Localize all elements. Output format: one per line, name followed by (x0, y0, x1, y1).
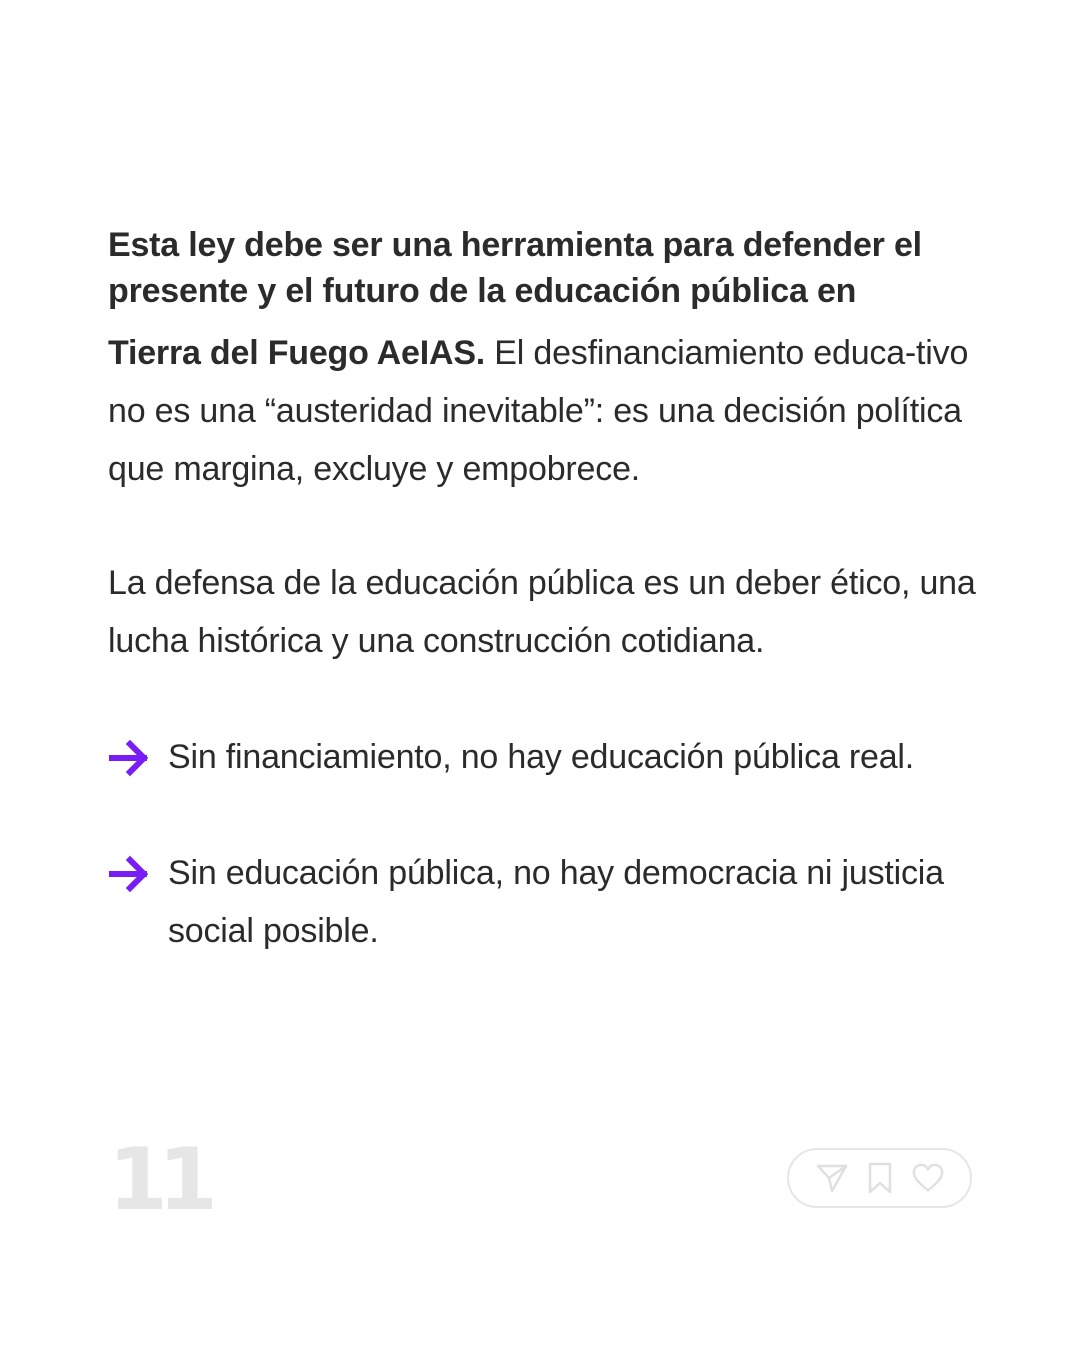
intro-bold-tail: Tierra del Fuego AeIAS. (108, 334, 486, 372)
arrow-right-icon (108, 738, 152, 778)
heart-icon[interactable] (911, 1161, 945, 1195)
list-item (108, 728, 988, 786)
bullet-text: Sin educación pública, no hay democracia ni justicia social posible. (168, 854, 944, 950)
send-icon[interactable] (815, 1161, 849, 1195)
arrow-right-icon (108, 854, 152, 894)
bullet-list (108, 728, 988, 960)
action-bar (787, 1148, 972, 1208)
list-item (108, 844, 988, 960)
page-number: 11 (108, 1130, 208, 1230)
bullet-text: Sin financiamiento, no hay educación pública real. (168, 738, 915, 776)
intro-paragraph (108, 222, 988, 498)
main-content (108, 222, 988, 960)
intro-regular-text: El desfinanciamiento educa-tivo no es una “austeridad inevitable”: es una decisión política que margina, excluye y empobrece. (108, 334, 969, 488)
bookmark-icon[interactable] (863, 1161, 897, 1195)
intro-bold-heading: Esta ley debe ser una herramienta para defender el presente y el futuro de la educación pública en (108, 226, 922, 310)
defense-paragraph: La defensa de la educación pública es un deber ético, una lucha histórica y una construcción cotidiana. (108, 564, 976, 660)
